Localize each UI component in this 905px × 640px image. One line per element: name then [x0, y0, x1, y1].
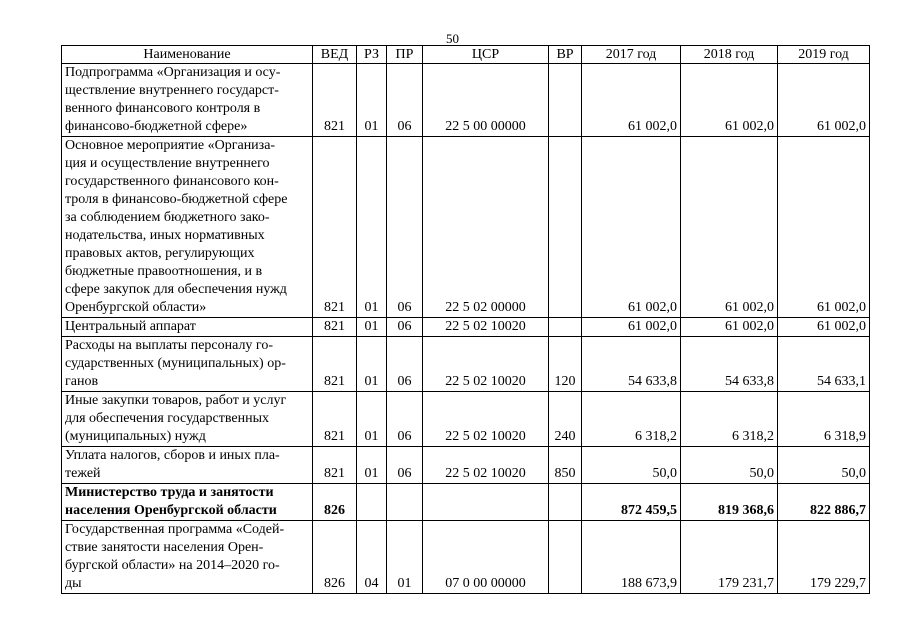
cell-name — [62, 447, 313, 484]
cell-ved: 826 — [313, 521, 357, 594]
cell-ved: 821 — [313, 137, 357, 318]
row-name-text: Иные закупки товаров, работ и услуг для обеспечения государственных (муниципальных) нужд — [65, 393, 287, 444]
header-name: Наименование — [62, 46, 313, 64]
cell-2018: 179 231,7 — [681, 521, 778, 594]
cell-vr: 120 — [549, 337, 582, 392]
cell-rz: 04 — [357, 521, 387, 594]
cell-ved: 826 — [313, 484, 357, 521]
table-row — [62, 484, 870, 521]
cell-pr: 06 — [387, 337, 423, 392]
cell-2019: 822 886,7 — [778, 484, 870, 521]
cell-vr — [549, 521, 582, 594]
cell-2017: 61 002,0 — [582, 64, 681, 137]
cell-2019: 61 002,0 — [778, 318, 870, 337]
cell-2018: 61 002,0 — [681, 64, 778, 137]
header-2017: 2017 год — [582, 46, 681, 64]
cell-rz: 01 — [357, 64, 387, 137]
cell-2019: 61 002,0 — [778, 64, 870, 137]
cell-name — [62, 64, 313, 137]
cell-rz: 01 — [357, 392, 387, 447]
cell-rz: 01 — [357, 337, 387, 392]
cell-ved: 821 — [313, 447, 357, 484]
table-body — [62, 64, 870, 594]
cell-pr: 01 — [387, 521, 423, 594]
cell-csr: 07 0 00 00000 — [423, 521, 549, 594]
header-row — [62, 46, 870, 64]
cell-rz: 01 — [357, 318, 387, 337]
cell-csr: 22 5 02 00000 — [423, 137, 549, 318]
budget-table — [61, 45, 870, 594]
header-2018: 2018 год — [681, 46, 778, 64]
table-row — [62, 337, 870, 392]
cell-2019: 61 002,0 — [778, 137, 870, 318]
cell-vr: 240 — [549, 392, 582, 447]
table-row — [62, 137, 870, 318]
cell-2019: 54 633,1 — [778, 337, 870, 392]
cell-rz: 01 — [357, 137, 387, 318]
table-row — [62, 64, 870, 137]
cell-name — [62, 484, 313, 521]
cell-ved: 821 — [313, 337, 357, 392]
cell-2017: 61 002,0 — [582, 318, 681, 337]
cell-name — [62, 521, 313, 594]
header-pr: ПР — [387, 46, 423, 64]
cell-2019: 179 229,7 — [778, 521, 870, 594]
cell-2019: 50,0 — [778, 447, 870, 484]
cell-name — [62, 392, 313, 447]
cell-name — [62, 337, 313, 392]
cell-rz — [357, 484, 387, 521]
cell-2017: 54 633,8 — [582, 337, 681, 392]
cell-2019: 6 318,9 — [778, 392, 870, 447]
header-2019: 2019 год — [778, 46, 870, 64]
cell-pr: 06 — [387, 64, 423, 137]
cell-2018: 50,0 — [681, 447, 778, 484]
cell-vr — [549, 318, 582, 337]
cell-ved: 821 — [313, 392, 357, 447]
table-row — [62, 447, 870, 484]
cell-pr: 06 — [387, 447, 423, 484]
page-number: 50 — [446, 31, 459, 46]
cell-2017: 61 002,0 — [582, 137, 681, 318]
cell-csr: 22 5 02 10020 — [423, 318, 549, 337]
cell-vr — [549, 484, 582, 521]
cell-2018: 6 318,2 — [681, 392, 778, 447]
row-name-text: Уплата налогов, сборов и иных пла- тежей — [65, 448, 280, 481]
row-name-text: Государственная программа «Содей- ствие занятости населения Орен- бургской области» на 2014–2020 го- ды — [65, 522, 285, 591]
cell-2017: 50,0 — [582, 447, 681, 484]
cell-pr: 06 — [387, 137, 423, 318]
cell-2018: 61 002,0 — [681, 318, 778, 337]
cell-pr: 06 — [387, 318, 423, 337]
cell-name — [62, 137, 313, 318]
cell-csr: 22 5 02 10020 — [423, 337, 549, 392]
cell-vr — [549, 137, 582, 318]
row-name-text: Основное мероприятие «Организа- ция и осуществление внутреннего государственного финансового кон- троля в финансово-бюджетной сфере за соблюдением бюджетного зако- нодательства, иных нормативных правовых актов, регулирующих бюджетные правоотношения, и в сфере закупок для обеспечения нужд Оренбургской области» — [65, 138, 288, 315]
header-vr: ВР — [549, 46, 582, 64]
cell-ved: 821 — [313, 64, 357, 137]
cell-csr: 22 5 00 00000 — [423, 64, 549, 137]
cell-pr: 06 — [387, 392, 423, 447]
cell-2018: 54 633,8 — [681, 337, 778, 392]
table-row — [62, 318, 870, 337]
cell-2017: 6 318,2 — [582, 392, 681, 447]
row-name-text: Министерство труда и занятости населения Оренбургской области — [65, 485, 277, 518]
cell-csr: 22 5 02 10020 — [423, 447, 549, 484]
cell-ved: 821 — [313, 318, 357, 337]
cell-2018: 819 368,6 — [681, 484, 778, 521]
cell-2017: 188 673,9 — [582, 521, 681, 594]
cell-rz: 01 — [357, 447, 387, 484]
row-name-text: Центральный аппарат — [65, 319, 196, 334]
cell-2018: 61 002,0 — [681, 137, 778, 318]
header-rz: РЗ — [357, 46, 387, 64]
cell-csr: 22 5 02 10020 — [423, 392, 549, 447]
cell-vr — [549, 64, 582, 137]
cell-vr: 850 — [549, 447, 582, 484]
table-row — [62, 392, 870, 447]
cell-pr — [387, 484, 423, 521]
header-csr: ЦСР — [423, 46, 549, 64]
table-row — [62, 521, 870, 594]
row-name-text: Расходы на выплаты персоналу го- сударственных (муниципальных) ор- ганов — [65, 338, 286, 389]
cell-2017: 872 459,5 — [582, 484, 681, 521]
cell-csr — [423, 484, 549, 521]
cell-name — [62, 318, 313, 337]
row-name-text: Подпрограмма «Организация и осу- ществление внутреннего государст- венного финансового контроля в финансово-бюджетной сфере» — [65, 65, 281, 134]
header-ved: ВЕД — [313, 46, 357, 64]
